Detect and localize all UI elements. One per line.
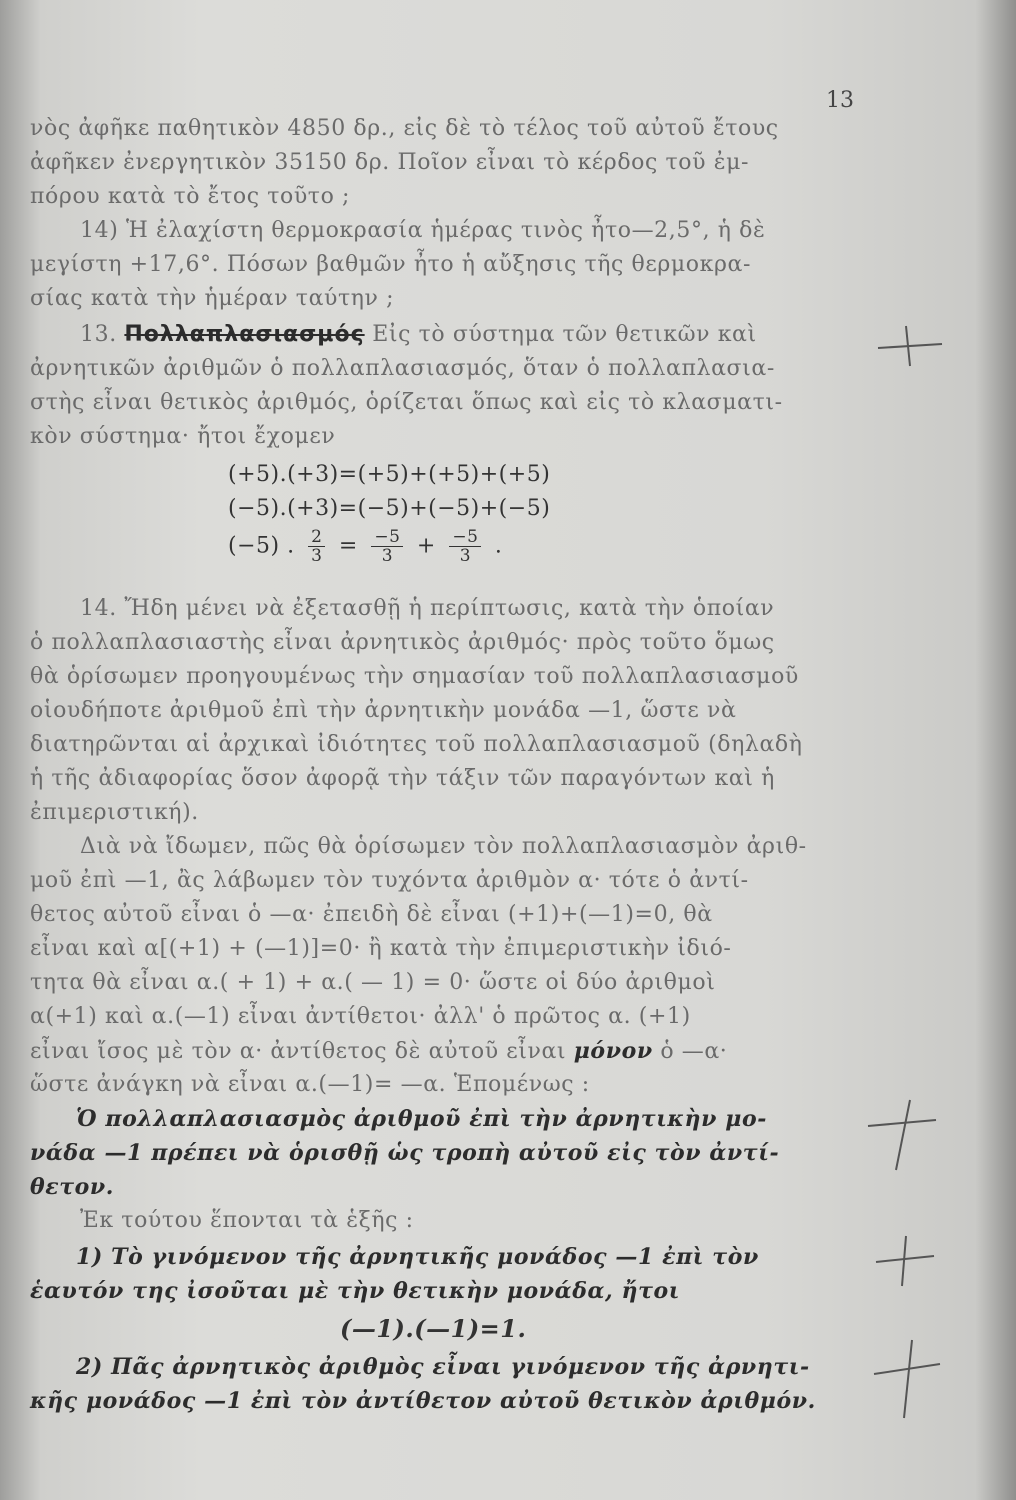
text-line: θετος αὐτοῦ εἶναι ὁ —α· ἐπειδὴ δὲ εἶναι (+1)+(—1)=0, θὰ bbox=[30, 902, 713, 927]
fraction: $\frac{-5}{3}$ bbox=[371, 528, 403, 565]
text-line: σίας κατὰ τὴν ἡμέραν ταύτην ; bbox=[30, 286, 395, 311]
pencil-cross-mark bbox=[872, 1232, 942, 1292]
fraction: $\frac{2}{3}$ bbox=[308, 528, 325, 565]
item-line: ἑαυτόν της ἰσοῦται μὲ τὴν θετικὴν μονάδα, ἤτοι bbox=[30, 1278, 681, 1304]
text-line: στὴς εἶναι θετικὸς ἀριθμός, ὁρίζεται ὅπως καὶ εἰς τὸ κλασματι- bbox=[30, 390, 783, 415]
text-line: α(+1) καὶ α.(—1) εἶναι ἀντίθετοι· ἀλλ' ὁ πρῶτος α. (+1) bbox=[30, 1004, 691, 1029]
emphasis-word: μόνον bbox=[573, 1038, 653, 1064]
rule-line: Ὁ πολλαπλασιασμὸς ἀριθμοῦ ἐπὶ τὴν ἀρνητικὴν μο- bbox=[76, 1106, 767, 1132]
fraction: $\frac{-5}{3}$ bbox=[449, 528, 481, 565]
text-line: πόρου κατὰ τὸ ἔτος τοῦτο ; bbox=[30, 184, 351, 209]
text-line: εἶναι καὶ α[(+1) + (—1)]=0· ἢ κατὰ τὴν ἐπιμεριστικὴν ἰδιό- bbox=[30, 936, 732, 961]
text-line: ἐπιμεριστική). bbox=[30, 800, 199, 825]
equals-sign: = bbox=[338, 533, 358, 559]
formula-1: (+5).(+3)=(+5)+(+5)+(+5) bbox=[228, 462, 551, 487]
text-line: ὁ πολλαπλασιαστὴς εἶναι ἀρνητικὸς ἀριθμός· πρὸς τοῦτο ὅμως bbox=[30, 630, 775, 655]
rule-line: νάδα —1 πρέπει νὰ ὁρισθῇ ὡς τροπὴ αὐτοῦ εἰς τὸν ἀντί- bbox=[30, 1140, 780, 1166]
text-line: Διὰ νὰ ἴδωμεν, πῶς θὰ ὁρίσωμεν τὸν πολλαπλασιασμὸν ἀριθ- bbox=[80, 834, 807, 859]
page-number: 13 bbox=[826, 88, 854, 113]
section-number: 13. bbox=[80, 322, 117, 347]
item-line: 2) Πᾶς ἀρνητικὸς ἀριθμὸς εἶναι γινόμενον τῆς ἀρνητι- bbox=[76, 1354, 810, 1380]
formula-2: (−5).(+3)=(−5)+(−5)+(−5) bbox=[228, 496, 551, 521]
formula-end: . bbox=[494, 533, 503, 559]
item1-formula: (—1).(—1)=1. bbox=[340, 1314, 527, 1343]
pencil-cross-mark bbox=[862, 1096, 942, 1176]
pencil-cross-mark bbox=[870, 320, 950, 370]
formula-3-lead: (−5) . bbox=[228, 533, 295, 559]
text-line: ὥστε ἀνάγκη νὰ εἶναι α.(—1)= —α. Ἑπομένως : bbox=[30, 1072, 590, 1097]
section-heading-rest: Εἰς τὸ σύστημα τῶν θετικῶν καὶ bbox=[372, 322, 757, 347]
text-line: κὸν σύστημα· ἤτοι ἔχομεν bbox=[30, 424, 336, 449]
section-13-heading-line bbox=[80, 322, 757, 347]
item-line: 1) Τὸ γινόμενον τῆς ἀρνητικῆς μονάδος —1 ἐπὶ τὸν bbox=[76, 1244, 759, 1270]
formula-3 bbox=[228, 528, 502, 565]
section-heading: Πολλαπλασιασμός bbox=[124, 322, 365, 347]
text-line: Ἐκ τούτου ἕπονται τὰ ἑξῆς : bbox=[80, 1208, 414, 1233]
text-line: νὸς ἀφῆκε παθητικὸν 4850 δρ., εἰς δὲ τὸ τέλος τοῦ αὐτοῦ ἔτους bbox=[30, 116, 779, 141]
text-line: τητα θὰ εἶναι α.( + 1) + α.( — 1) = 0· ὥστε οἱ δύο ἀριθμοὶ bbox=[30, 970, 716, 995]
text-line: μεγίστη +17,6°. Πόσων βαθμῶν ἦτο ἡ αὔξησις τῆς θερμοκρα- bbox=[30, 252, 752, 277]
item-line: κῆς μονάδος —1 ἐπὶ τὸν ἀντίθετον αὐτοῦ θετικὸν ἀριθμόν. bbox=[30, 1388, 816, 1414]
text-line: ἀρνητικῶν ἀριθμῶν ὁ πολλαπλασιασμός, ὅταν ὁ πολλαπλασια- bbox=[30, 356, 775, 381]
text-span: ὁ —α· bbox=[660, 1039, 728, 1064]
text-line bbox=[30, 1038, 727, 1064]
text-line: διατηρῶνται αἱ ἀρχικαὶ ἰδιότητες τοῦ πολλαπλασιασμοῦ (δηλαδὴ bbox=[30, 732, 803, 757]
text-line: 14. Ἤδη μένει νὰ ἐξετασθῇ ἡ περίπτωσις, κατὰ τὴν ὁποίαν bbox=[80, 596, 775, 621]
text-span: εἶναι ἴσος μὲ τὸν α· ἀντίθετος δὲ αὐτοῦ εἶναι bbox=[30, 1039, 567, 1064]
text-line: θὰ ὁρίσωμεν προηγουμένως τὴν σημασίαν τοῦ πολλαπλασιασμοῦ bbox=[30, 664, 799, 689]
plus-sign: + bbox=[416, 533, 436, 559]
text-line: ἡ τῆς ἀδιαφορίας ὅσον ἀφορᾷ τὴν τάξιν τῶν παραγόντων καὶ ἡ bbox=[30, 766, 775, 791]
text-line: μοῦ ἐπὶ —1, ἂς λάβωμεν τὸν τυχόντα ἀριθμὸν α· τότε ὁ ἀντί- bbox=[30, 868, 749, 893]
text-line: οἱουδήποτε ἀριθμοῦ ἐπὶ τὴν ἀρνητικὴν μονάδα —1, ὥστε νὰ bbox=[30, 698, 737, 723]
rule-line: θετον. bbox=[30, 1174, 115, 1200]
pencil-cross-mark bbox=[868, 1334, 948, 1424]
text-line: 14) Ἡ ἐλαχίστη θερμοκρασία ἡμέρας τινὸς ἦτο—2,5°, ἡ δὲ bbox=[80, 218, 766, 243]
text-line: ἀφῆκεν ἐνεργητικὸν 35150 δρ. Ποῖον εἶναι τὸ κέρδος τοῦ ἐμ- bbox=[30, 150, 750, 175]
